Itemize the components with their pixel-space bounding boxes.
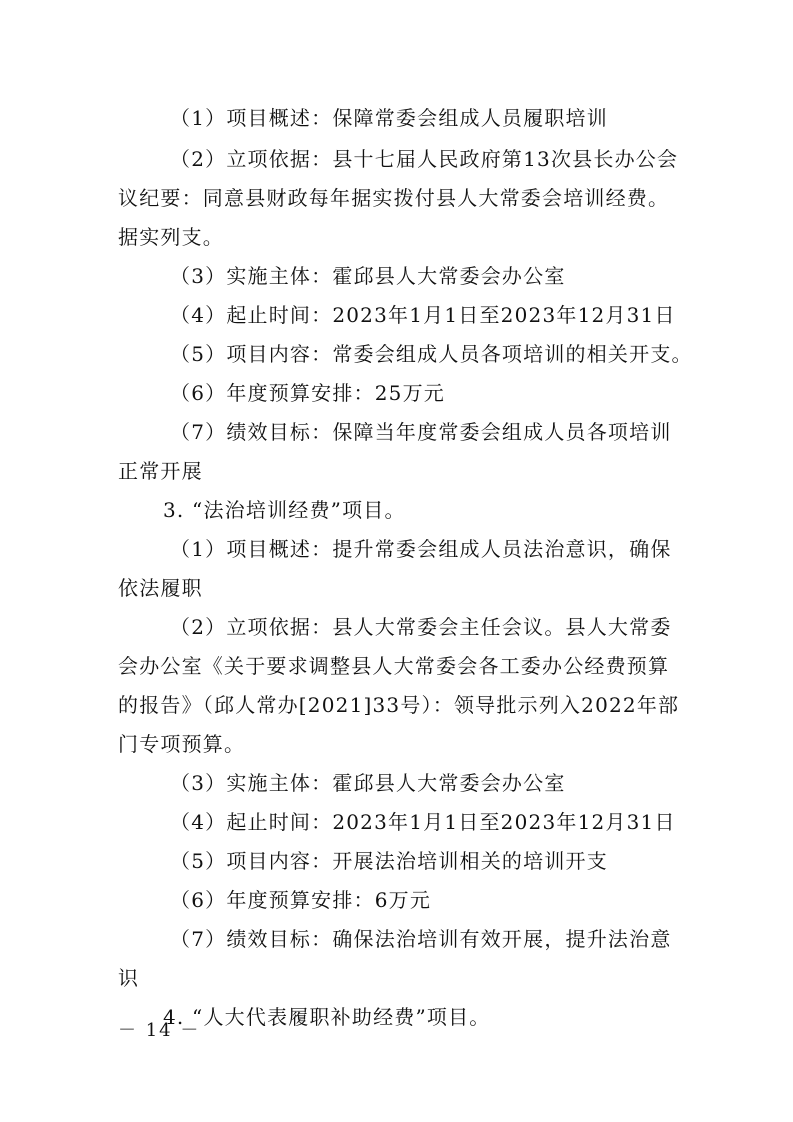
- s3-item-2-basis-cont-3: 门专项预算。: [118, 732, 246, 756]
- s3-item-6-budget: （6）年度预算安排：6万元: [170, 888, 432, 912]
- section-4-heading: 4. “人大代表履职补助经费”项目。: [163, 1005, 491, 1029]
- item-5-content: （5）项目内容：常委会组成人员各项培训的相关开支。: [170, 342, 693, 366]
- item-6-budget: （6）年度预算安排：25万元: [170, 381, 445, 405]
- s3-item-5-content: （5）项目内容：开展法治培训相关的培训开支: [170, 849, 608, 873]
- s3-item-2-basis-cont-2: 的报告》（邱人常办[2021]33号）：领导批示列入2022年部: [118, 693, 680, 717]
- s3-item-2-basis: （2）立项依据：县人大常委会主任会议。县人大常委: [170, 615, 672, 639]
- page-number: － 14 －: [118, 1020, 201, 1041]
- s3-item-2-basis-cont: 会办公室《关于要求调整县人大常委会各工委办公经费预算: [118, 654, 670, 678]
- item-2-basis-cont: 议纪要：同意县财政每年据实拨付县人大常委会培训经费。: [118, 186, 670, 210]
- item-3-implementer: （3）实施主体：霍邱县人大常委会办公室: [170, 264, 566, 288]
- item-7-goal: （7）绩效目标：保障当年度常委会组成人员各项培训: [170, 420, 672, 444]
- s3-item-1-overview-cont: 依法履职: [118, 576, 203, 600]
- section-3-heading: 3. “法治培训经费”项目。: [163, 498, 406, 522]
- item-2-basis: （2）立项依据：县十七届人民政府第13次县长办公会: [170, 147, 679, 171]
- item-2-basis-cont-2: 据实列支。: [118, 225, 224, 249]
- item-4-period: （4）起止时间：2023年1月1日至2023年12月31日: [170, 303, 676, 327]
- s3-item-4-period: （4）起止时间：2023年1月1日至2023年12月31日: [170, 810, 676, 834]
- item-1-overview: （1）项目概述：保障常委会组成人员履职培训: [170, 106, 608, 130]
- item-7-goal-cont: 正常开展: [118, 459, 203, 483]
- s3-item-1-overview: （1）项目概述：提升常委会组成人员法治意识，确保: [170, 537, 672, 561]
- s3-item-3-implementer: （3）实施主体：霍邱县人大常委会办公室: [170, 771, 566, 795]
- s3-item-7-goal: （7）绩效目标：确保法治培训有效开展，提升法治意: [170, 927, 672, 951]
- s3-item-7-goal-cont: 识: [118, 966, 140, 990]
